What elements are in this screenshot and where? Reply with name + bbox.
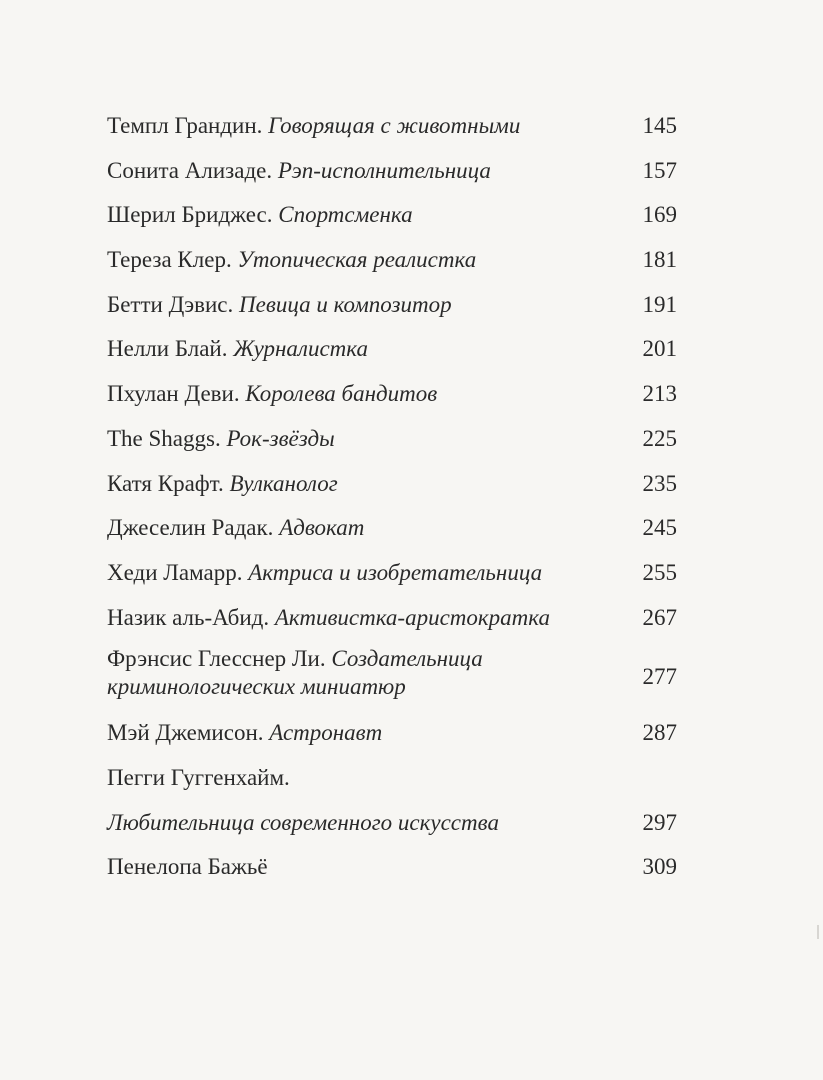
toc-entry-subtitle: Вулканолог bbox=[229, 470, 338, 496]
toc-entry-title bbox=[107, 506, 364, 551]
toc-entry-page: 201 bbox=[642, 336, 677, 362]
toc-entry-title bbox=[107, 283, 452, 328]
toc-entry-title bbox=[107, 801, 499, 846]
toc-entry-name: Шерил Бриджес. bbox=[107, 202, 273, 228]
toc-entry bbox=[107, 462, 677, 507]
toc-entry-title bbox=[107, 711, 382, 756]
toc-entry-subtitle: Певица и композитор bbox=[239, 291, 452, 317]
toc-entry-title bbox=[107, 327, 368, 372]
toc-entry-page: 297 bbox=[642, 809, 677, 835]
toc-entry-page: 157 bbox=[642, 157, 677, 183]
toc-entry-title bbox=[107, 417, 335, 462]
toc-entry-title bbox=[107, 596, 550, 641]
toc-entry-name: Сонита Ализаде. bbox=[107, 157, 273, 183]
toc-entry bbox=[107, 417, 677, 462]
toc-entry-name: Пегги Гуггенхайм. bbox=[107, 764, 290, 790]
toc-entry-page: 255 bbox=[642, 559, 677, 585]
toc-entry bbox=[107, 551, 677, 596]
toc-entry-name: Нелли Блай. bbox=[107, 336, 228, 362]
toc-entry-name: Мэй Джемисон. bbox=[107, 720, 264, 746]
toc-entry-title bbox=[107, 372, 437, 417]
toc-entry-subtitle: Актриса и изобретательница bbox=[248, 559, 543, 585]
toc-entry-title bbox=[107, 645, 483, 701]
toc-entry-title bbox=[107, 551, 542, 596]
toc-entry-title bbox=[107, 149, 491, 194]
toc-entry-subtitle: Говорящая с животными bbox=[268, 113, 521, 138]
toc-entry bbox=[107, 238, 677, 283]
table-of-contents bbox=[107, 104, 677, 890]
toc-entry-title bbox=[107, 238, 476, 283]
toc-entry bbox=[107, 756, 677, 801]
toc-entry-page: 191 bbox=[642, 291, 677, 317]
toc-entry-page: 277 bbox=[642, 664, 677, 690]
toc-entry-subtitle: Журналистка bbox=[233, 336, 368, 362]
toc-entry-page: 181 bbox=[642, 247, 677, 273]
toc-entry-name: Пхулан Деви. bbox=[107, 381, 240, 407]
toc-entry-name: The Shaggs. bbox=[107, 425, 221, 451]
toc-entry-title bbox=[107, 193, 413, 238]
toc-entry-page: 235 bbox=[642, 470, 677, 496]
toc-entry-page: 309 bbox=[642, 854, 677, 880]
toc-entry-page: 267 bbox=[642, 604, 677, 630]
toc-entry-subtitle-continued: криминологических миниатюр bbox=[107, 674, 406, 700]
toc-entry-title bbox=[107, 462, 338, 507]
toc-entry bbox=[107, 801, 677, 846]
toc-entry bbox=[107, 640, 677, 711]
toc-entry-name: Джеселин Радак. bbox=[107, 515, 274, 541]
toc-entry bbox=[107, 283, 677, 328]
toc-entry-name: Тереза Клер. bbox=[107, 247, 232, 273]
toc-entry-name: Бетти Дэвис. bbox=[107, 291, 234, 317]
toc-entry-page: 169 bbox=[642, 202, 677, 228]
toc-entry-subtitle: Активистка-аристократка bbox=[274, 604, 550, 630]
toc-entry-subtitle: Создательница bbox=[331, 646, 483, 672]
toc-entry-subtitle: Астронавт bbox=[269, 720, 383, 746]
toc-entry-subtitle: Адвокат bbox=[279, 515, 365, 541]
toc-entry bbox=[107, 193, 677, 238]
toc-entry-subtitle: Спортсменка bbox=[278, 202, 413, 228]
toc-entry-title bbox=[107, 756, 290, 801]
page-edge-mark bbox=[817, 925, 819, 939]
toc-entry-name: Хеди Ламарр. bbox=[107, 559, 243, 585]
toc-entry-title bbox=[107, 104, 520, 149]
toc-entry-name: Фрэнсис Глесснер Ли. bbox=[107, 646, 326, 672]
toc-entry bbox=[107, 327, 677, 372]
toc-entry-page: 287 bbox=[642, 720, 677, 746]
toc-entry bbox=[107, 506, 677, 551]
toc-entry-page: 213 bbox=[642, 381, 677, 407]
toc-entry-name: Темпл Грандин. bbox=[107, 113, 263, 138]
toc-entry-name: Назик аль-Абид. bbox=[107, 604, 270, 630]
toc-entry bbox=[107, 104, 677, 149]
toc-entry bbox=[107, 596, 677, 641]
toc-entry-subtitle: Любительница современного искусства bbox=[107, 809, 499, 835]
toc-entry-page: 245 bbox=[642, 515, 677, 541]
toc-entry-page: 145 bbox=[642, 113, 677, 138]
toc-entry-subtitle: Утопическая реалистка bbox=[237, 247, 477, 273]
toc-entry bbox=[107, 845, 677, 890]
toc-entry-name: Пенелопа Бажьё bbox=[107, 854, 268, 880]
toc-entry-subtitle: Рэп-исполнительница bbox=[277, 157, 491, 183]
toc-entry-subtitle: Рок-звёзды bbox=[226, 425, 335, 451]
toc-entry-title bbox=[107, 845, 268, 890]
toc-entry-page: 225 bbox=[642, 425, 677, 451]
toc-entry bbox=[107, 149, 677, 194]
toc-entry bbox=[107, 711, 677, 756]
toc-entry bbox=[107, 372, 677, 417]
toc-entry-subtitle: Королева бандитов bbox=[245, 381, 438, 407]
toc-entry-name: Катя Крафт. bbox=[107, 470, 224, 496]
